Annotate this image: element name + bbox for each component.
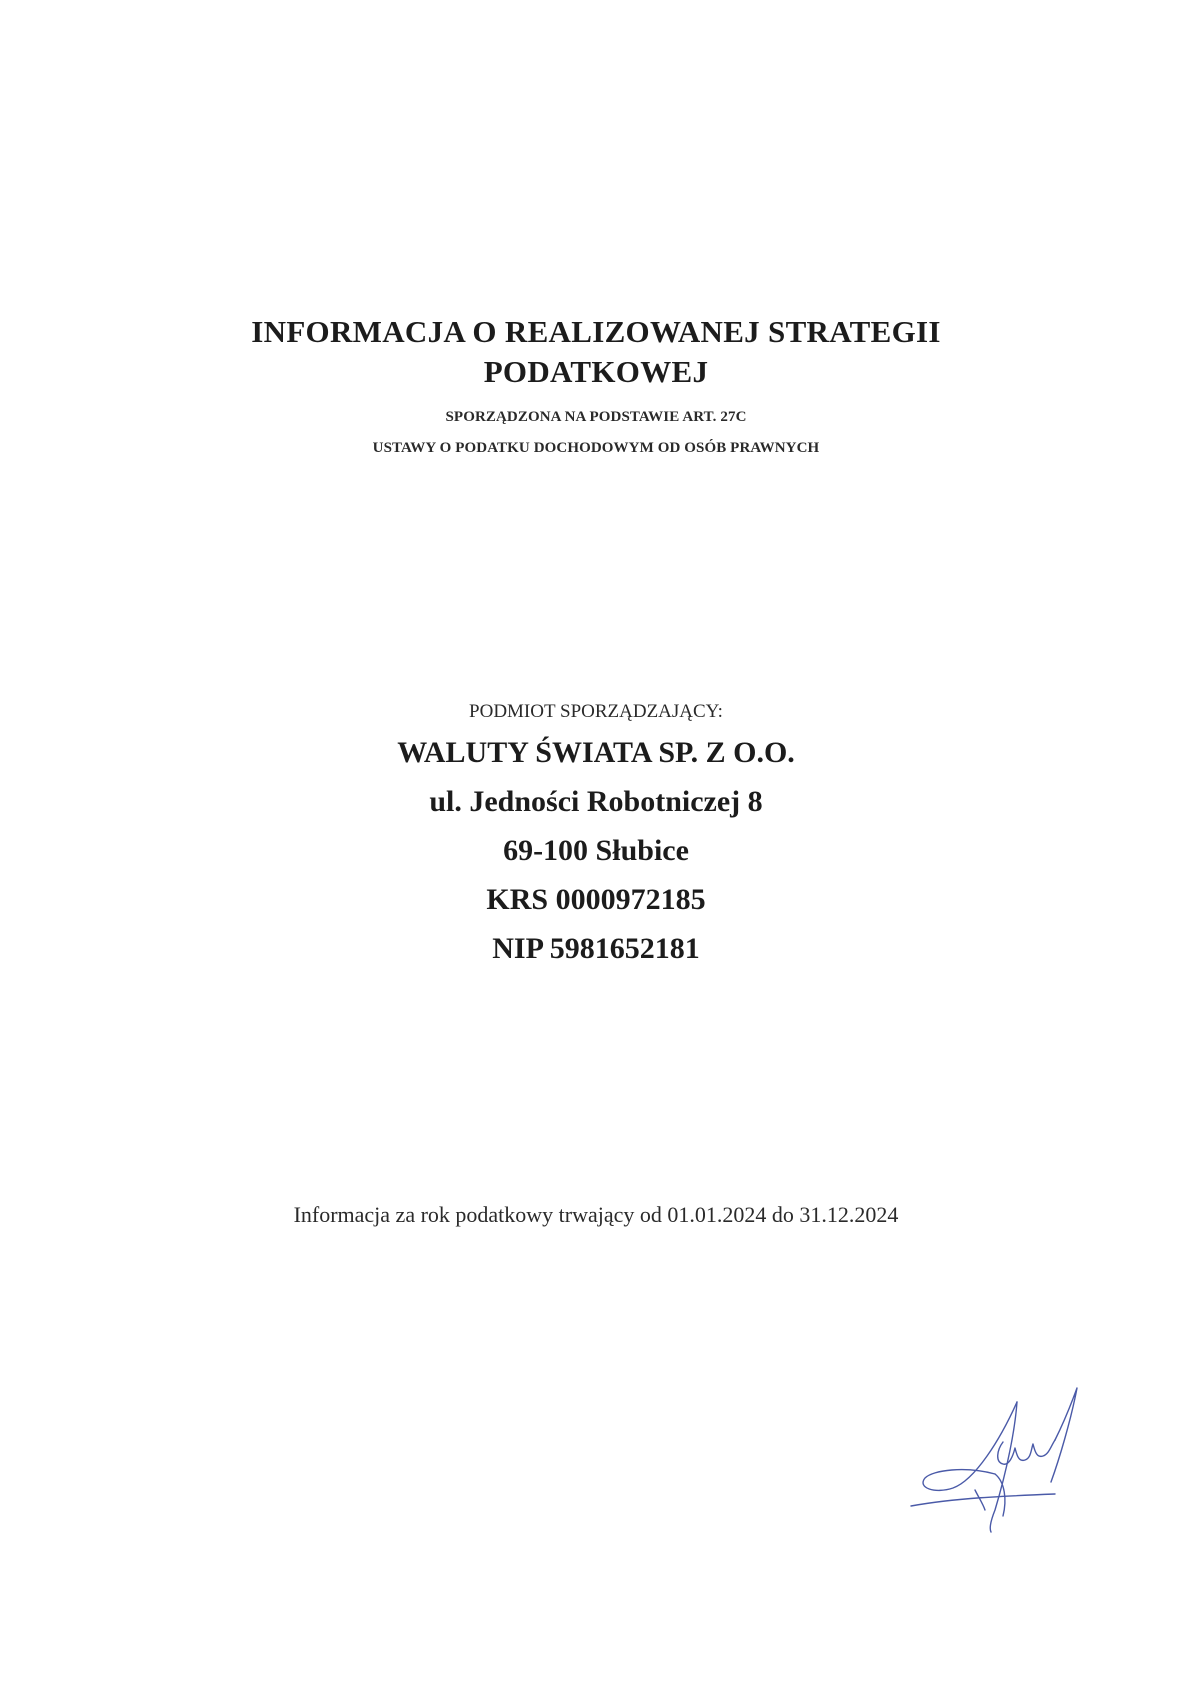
entity-label: PODMIOT SPORZĄDZAJĄCY: <box>469 701 723 722</box>
entity-city: 69-100 Słubice <box>503 834 689 867</box>
title-block <box>0 312 1192 464</box>
entity-krs: KRS 0000972185 <box>486 883 706 916</box>
document-title-line-1: INFORMACJA O REALIZOWANEJ STRATEGII <box>251 314 941 349</box>
entity-street: ul. Jedności Robotniczej 8 <box>429 785 763 818</box>
document-title-line-2: PODATKOWEJ <box>483 354 709 389</box>
entity-name: WALUTY ŚWIATA SP. Z O.O. <box>397 736 795 769</box>
entity-nip: NIP 5981652181 <box>492 932 700 965</box>
document-subtitle-line-1: SPORZĄDZONA NA PODSTAWIE ART. 27C <box>445 409 747 425</box>
entity-block <box>0 698 1192 973</box>
signature-icon <box>905 1370 1115 1540</box>
document-subtitle-line-2: USTAWY O PODATKU DOCHODOWYM OD OSÓB PRAWNYCH <box>372 440 820 456</box>
tax-period-info: Informacja za rok podatkowy trwający od 01.01.2024 do 31.12.2024 <box>293 1202 899 1227</box>
